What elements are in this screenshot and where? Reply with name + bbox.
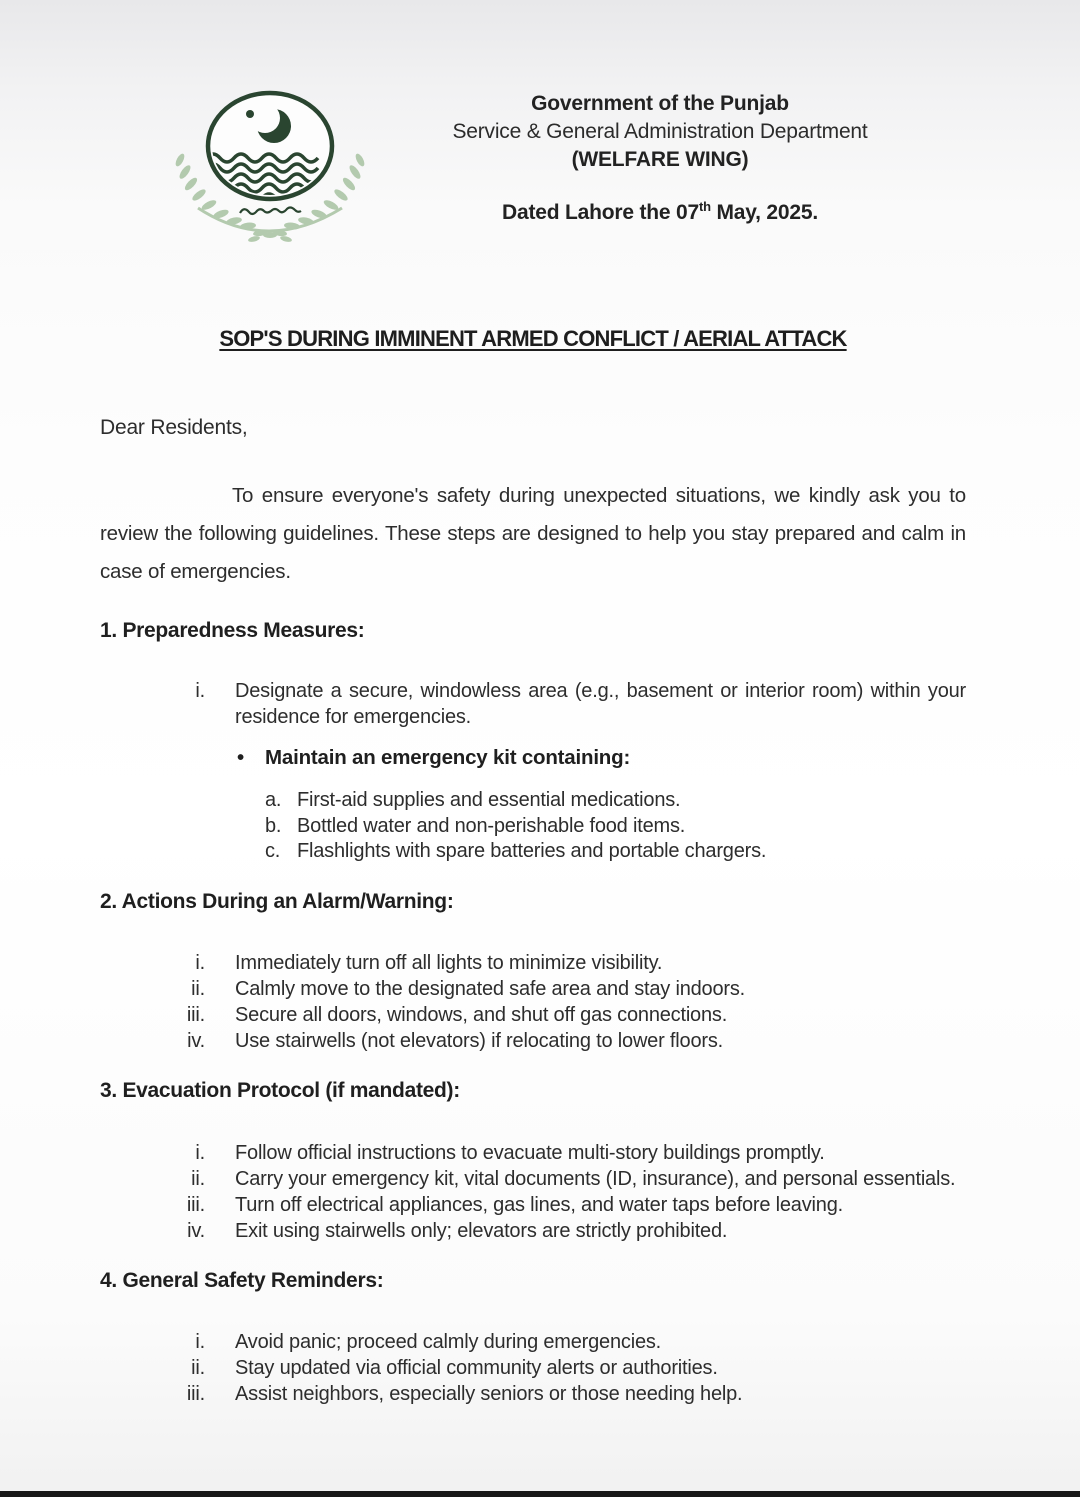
letterhead	[320, 90, 1000, 225]
list-item	[100, 950, 966, 976]
section-2-list	[100, 950, 966, 1054]
item-text: Immediately turn off all lights to minimize visibility.	[235, 951, 663, 974]
date-prefix: Dated Lahore the 07	[502, 201, 699, 224]
date-superscript: th	[698, 199, 711, 214]
list-item	[265, 814, 966, 840]
list-item	[100, 1002, 966, 1028]
item-text: Designate a secure, windowless area (e.g., basement or interior room) within your residence for emergencies.	[235, 680, 966, 728]
date-suffix: May, 2025.	[710, 201, 818, 224]
list-item	[265, 839, 966, 865]
intro-paragraph: To ensure everyone's safety during unexpected situations, we kindly ask you to review the following guidelines. These steps are designed to help you stay prepared and calm in case of emergencies.	[100, 484, 966, 583]
item-marker: i.	[195, 1330, 205, 1353]
item-marker: iii.	[186, 1003, 205, 1026]
item-text: Turn off electrical appliances, gas lines, and water taps before leaving.	[235, 1193, 843, 1216]
item-text: Calmly move to the designated safe area and stay indoors.	[235, 977, 746, 1000]
bullet-icon: •	[237, 746, 245, 769]
item-text: Stay updated via official community alerts or authorities.	[235, 1356, 718, 1379]
list-item	[100, 1192, 966, 1218]
letter-body	[100, 325, 966, 1407]
list-item	[100, 1028, 966, 1054]
item-marker: iv.	[187, 1029, 205, 1052]
section-1-list	[100, 678, 966, 730]
item-marker: iii.	[186, 1382, 205, 1405]
item-marker: b.	[265, 814, 282, 837]
item-marker: i.	[195, 1141, 205, 1164]
item-marker: ii.	[191, 1356, 205, 1379]
list-item	[100, 678, 966, 730]
document-title: SOP'S DURING IMMINENT ARMED CONFLICT / AERIAL ATTACK	[219, 326, 847, 351]
item-text: Avoid panic; proceed calmly during emergencies.	[235, 1330, 662, 1353]
item-text: Carry your emergency kit, vital documents (ID, insurance), and personal essentials.	[235, 1167, 956, 1190]
item-text: Flashlights with spare batteries and portable chargers.	[297, 840, 767, 862]
list-item	[100, 1218, 966, 1244]
list-item	[100, 1140, 966, 1166]
section-4-heading: 4. General Safety Reminders:	[100, 1268, 384, 1292]
urdu-calligraphy-icon	[240, 208, 301, 215]
item-text: Assist neighbors, especially seniors or those needing help.	[235, 1382, 743, 1405]
section-1-heading: 1. Preparedness Measures:	[100, 619, 365, 642]
section-3-heading: 3. Evacuation Protocol (if mandated):	[100, 1078, 460, 1102]
list-item	[100, 1166, 966, 1192]
item-marker: i.	[195, 680, 205, 702]
item-text: First-aid supplies and essential medications.	[297, 789, 681, 811]
wing: (WELFARE WING)	[571, 148, 749, 171]
item-marker: ii.	[191, 1167, 205, 1190]
emergency-kit-bullet	[237, 745, 966, 771]
item-marker: i.	[195, 951, 205, 974]
section-3-list	[100, 1140, 966, 1244]
bullet-text: Maintain an emergency kit containing:	[265, 746, 631, 769]
list-item	[265, 788, 966, 814]
item-marker: a.	[265, 789, 282, 811]
list-item	[100, 1329, 966, 1355]
section-4-list	[100, 1329, 966, 1407]
item-marker: ii.	[191, 977, 205, 1000]
department: Service & General Administration Department	[452, 120, 868, 143]
org-name: Government of the Punjab	[531, 92, 789, 115]
item-text: Exit using stairwells only; elevators are strictly prohibited.	[235, 1219, 728, 1242]
list-item	[100, 1381, 966, 1407]
item-text: Bottled water and non-perishable food items.	[297, 814, 686, 837]
item-marker: iii.	[186, 1193, 205, 1216]
item-text: Secure all doors, windows, and shut off gas connections.	[235, 1003, 728, 1026]
item-text: Use stairwells (not elevators) if relocating to lower floors.	[235, 1029, 723, 1052]
item-text: Follow official instructions to evacuate multi-story buildings promptly.	[235, 1141, 825, 1164]
item-marker: iv.	[187, 1219, 205, 1242]
scan-edge	[0, 1491, 1080, 1497]
item-marker: c.	[265, 840, 281, 862]
section-2-heading: 2. Actions During an Alarm/Warning:	[100, 889, 454, 913]
list-item	[100, 976, 966, 1002]
list-item	[100, 1355, 966, 1381]
salutation: Dear Residents,	[100, 416, 248, 439]
emergency-kit-sublist	[265, 788, 966, 865]
date-line	[320, 199, 1000, 225]
